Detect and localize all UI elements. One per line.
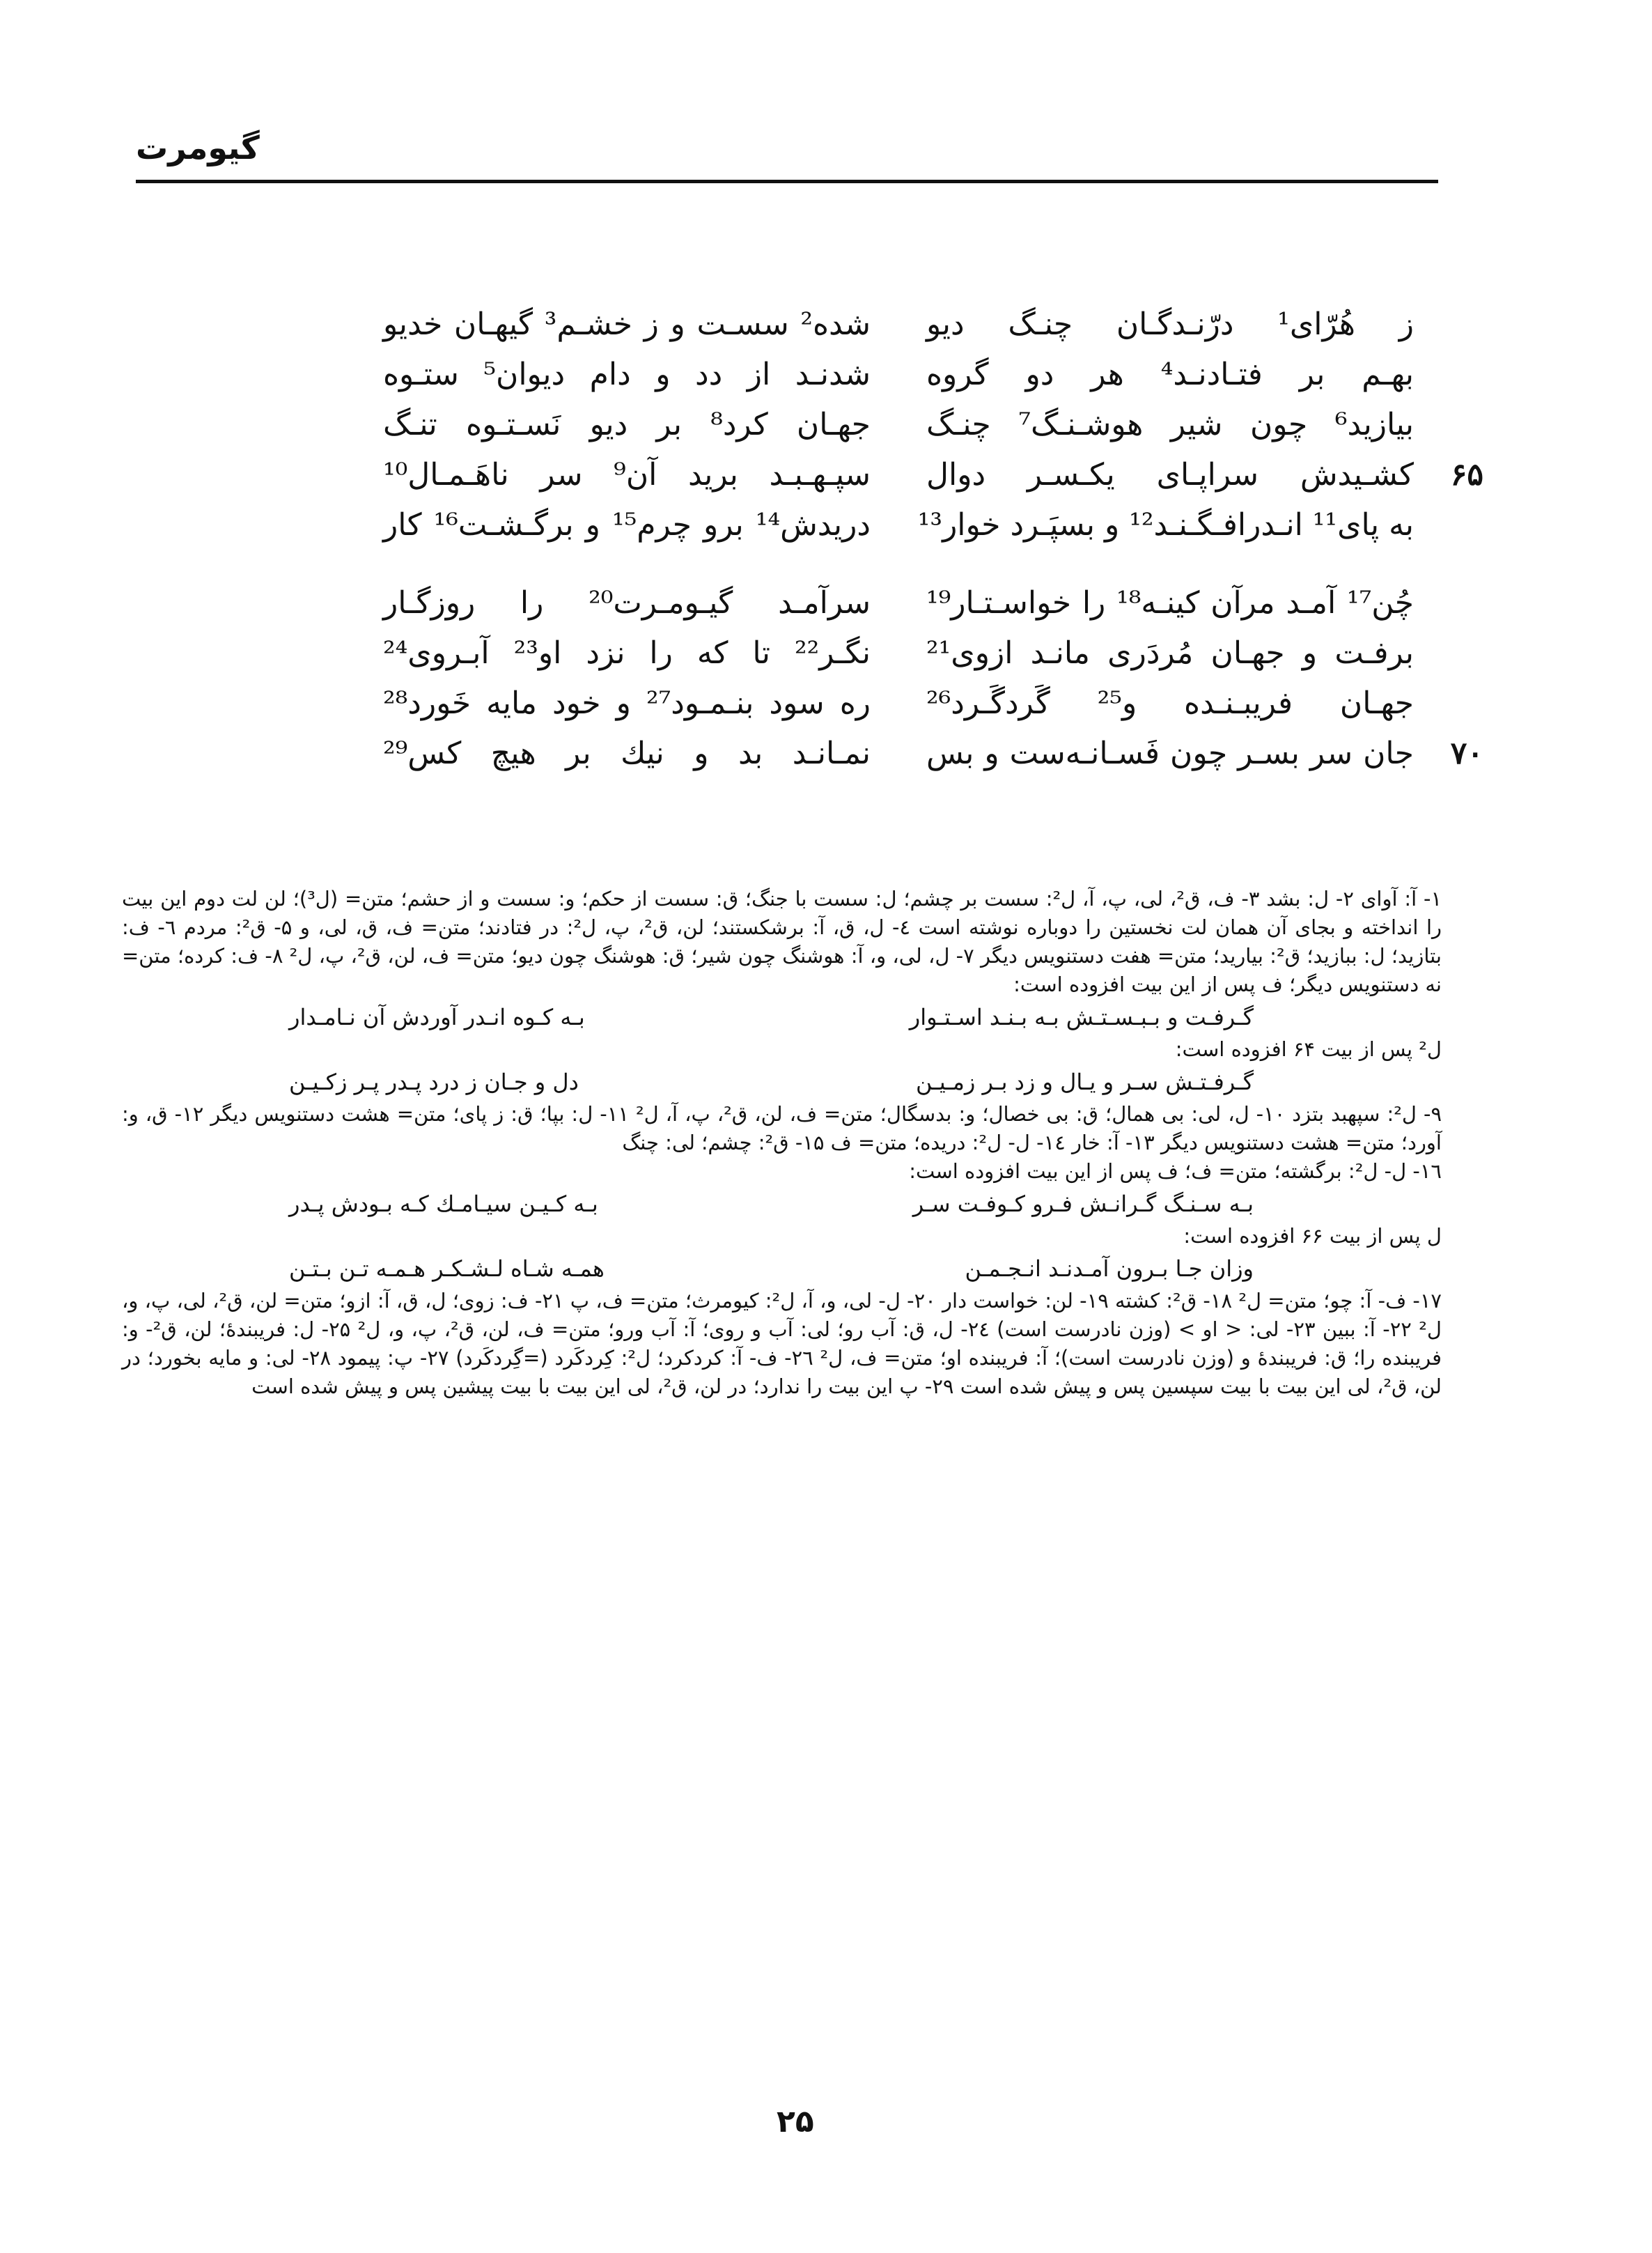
couplet (230, 357, 1414, 407)
added-verse-second: همـه شـاه لـشـکـر هـمـه تـن بـتـن (289, 1255, 605, 1282)
couplet (230, 686, 1414, 736)
footnote-16: ۱٦- ل- ل²: برگشته؛ متن= ف؛ ف پس از این بیت افزوده است: (909, 1159, 1442, 1183)
first-hemistich: بیازید⁶ چون شیر هوشـنـگ⁷ چنـگ (926, 407, 1414, 442)
added-verse-first: گـرفـت و بـبـسـتـش بـه بـنـد اسـتـوار (909, 1004, 1254, 1030)
running-header-title: گیومرت (136, 129, 260, 167)
second-hemistich: نمـانـد بد و نیك بر هیچ کس²⁹ (383, 736, 871, 771)
added-verse (122, 1251, 1442, 1287)
couplet (230, 457, 1483, 507)
footnote-intro: ل² پس از بیت ۶۴ افزوده است: (1175, 1037, 1442, 1061)
first-hemistich: جان سر بسـر چون فَسـانـه‌ست و بس (926, 736, 1414, 771)
added-verse-second: دل و جـان ز درد پـدر پـر زکـیـن (289, 1069, 579, 1095)
added-verse (122, 1186, 1442, 1222)
couplet (230, 585, 1414, 635)
couplet (230, 736, 1483, 786)
first-hemistich: ز هُرّای¹ درّنـدگـان چنـگ دیو (926, 307, 1414, 342)
second-hemistich: سپـهـبـد برید آن⁹ سر ناهَـمـال¹⁰ (383, 457, 871, 493)
second-hemistich: نگـر²² تا که را نزد او²³ آبـروی²⁴ (383, 635, 871, 671)
second-hemistich: سرآمـد گیـومـرت²⁰ را روزگـار (383, 585, 871, 621)
first-hemistich: بهـم بر فتـادنـد⁴ هر دو گروه (926, 357, 1414, 392)
couplet (230, 507, 1414, 557)
second-hemistich: شده² سسـت و ز خشـم³ گیهـان خدیو (383, 307, 871, 342)
verse-number: ۷۰ (1450, 736, 1483, 771)
footnotes-9-15: ۹- ل²: سپهبد بتزد ۱۰- ل، لی: بی همال؛ ق: بی خصال؛ و: بدسگال؛ متن= ف، لن، ق²، پ، آ، ل² ۱۱- ل: بپا؛ ق: ز پای؛ متن= هشت دستنویس دیگر ۱۲- ق، و: آورد؛ متن= هشت دستنویس دیگر ۱۳- آ: خار ١٤- ل- ل²: دریده؛ متن= ف ۱۵- ق²: چشم؛ لی: چنگ (122, 1102, 1442, 1154)
second-hemistich: ره سود بنـمـود²⁷ و خود مایه خَورد²⁸ (383, 686, 871, 721)
page-number: ۲۵ (777, 2104, 814, 2139)
footnotes (122, 885, 1442, 1401)
verse-block (230, 307, 1483, 786)
first-hemistich: کشـیدش سراپـای یکـسـر دوال (926, 457, 1414, 493)
second-hemistich: دریدش¹⁴ برو چرم¹⁵ و برگـشـت¹⁶ کار (383, 507, 871, 543)
first-hemistich: برفـت و جهـان مُردَری مانـد ازوی²¹ (926, 635, 1414, 671)
second-hemistich: جهـان کرد⁸ بر دیو نَسـتـوه تنـگ (383, 407, 871, 442)
second-hemistich: شدنـد از دد و دام دیوان⁵ ستـوه (383, 357, 871, 392)
couplet (230, 407, 1414, 457)
added-verse (122, 1064, 1442, 1100)
added-verse-first: وزان جـا بـرون آمـدنـد انـجـمـن (965, 1255, 1254, 1282)
added-verse-second: بـه کـیـن سیـامـك کـه بـودش پـدر (289, 1191, 598, 1217)
added-verse (122, 999, 1442, 1035)
footnotes-1-8: ۱- آ: آوای ۲- ل: بشد ۳- ف، ق²، لی، پ، آ، ل²: سست بر چشم؛ ل: سست با جنگ؛ ق: سست از حکم؛ و: سست و از حشم؛ متن= (ل³)؛ لن لت دوم این بیت را انداخته و بجای آن همان لت نخستین را دوباره نوشته است ٤- ل، ق، آ: برشکستند؛ لن، ق²، پ، ل²: در فتادند؛ متن= ف، ق، لی، و ۵- ق²: مردم ٦- ف: بتازید؛ ل: ببازید؛ ق²: بیارید؛ متن= هفت دستنویس دیگر ۷- ل، لی، و، آ: هوشنگ چون شیر؛ ق: هوشنگ چون دیو؛ متن= ف، لن، ق²، پ، ل² ۸- ف: کرده؛ متن= نه دستنویس دیگر؛ ف پس از این بیت افزوده است: (122, 887, 1442, 996)
footnotes-17-29: ۱۷- ف- آ: چو؛ متن= ل² ۱۸- ق²: کشته ۱۹- لن: خواست دار ۲۰- ل- لی، و، آ، ل²: کیومرث؛ متن= ف، پ ۲۱- ف: زوی؛ ل، ق، آ: ازو؛ متن= لن، ق²، لی، پ، و، ل² ۲۲- آ: ببین ۲۳- لی: < او > (وزن نادرست است) ٢٤- ل، ق: آب رو؛ لی: آب و روی؛ آ: آب ورو؛ متن= ف، لن، ق²، پ، و، ل² ۲۵- ل: فریبندهٔ؛ لن، ق²- و: فریبنده را؛ ق: فریبندهٔ و (وزن نادرست است)؛ آ: فریبنده او؛ متن= ف، ل² ٢٦- ف- آ: کردکرد؛ ل²: کِردکَرد (=گِردکَرد) ۲۷- پ: پیمود ۲۸- لی: و مایه بخورد؛ در لن، ق²، لی این بیت با بیت سپسین پس و پیش شده است ۲۹- پ این بیت را ندارد؛ در لن، ق²، لی این بیت با بیت پیشین پس و پیش شده است (122, 1289, 1442, 1398)
added-verse-second: بـه کـوه انـدر آوردش آن نـامـدار (289, 1004, 585, 1030)
added-verse-first: گـرفـتـش سـر و یـال و زد بـر زمـیـن (916, 1069, 1254, 1095)
couplet (230, 307, 1414, 357)
couplet (230, 635, 1414, 686)
first-hemistich: جهـان فریبـنـده و²⁵ گَردگَـرد²⁶ (926, 686, 1414, 721)
added-verse-first: بـه سـنـگ گـرانـش فـرو کـوفـت سـر (912, 1191, 1254, 1217)
header-rule (136, 180, 1438, 183)
verse-number: ۶۵ (1450, 457, 1483, 493)
first-hemistich: به پای¹¹ انـدرافـگـنـد¹² و بسپَـرد خوار¹³ (917, 507, 1414, 543)
footnote-intro: ل پس از بیت ۶۶ افزوده است: (1183, 1224, 1442, 1248)
first-hemistich: چُن¹⁷ آمـد مرآن کینـه¹⁸ را خواسـتـار¹⁹ (926, 585, 1414, 621)
